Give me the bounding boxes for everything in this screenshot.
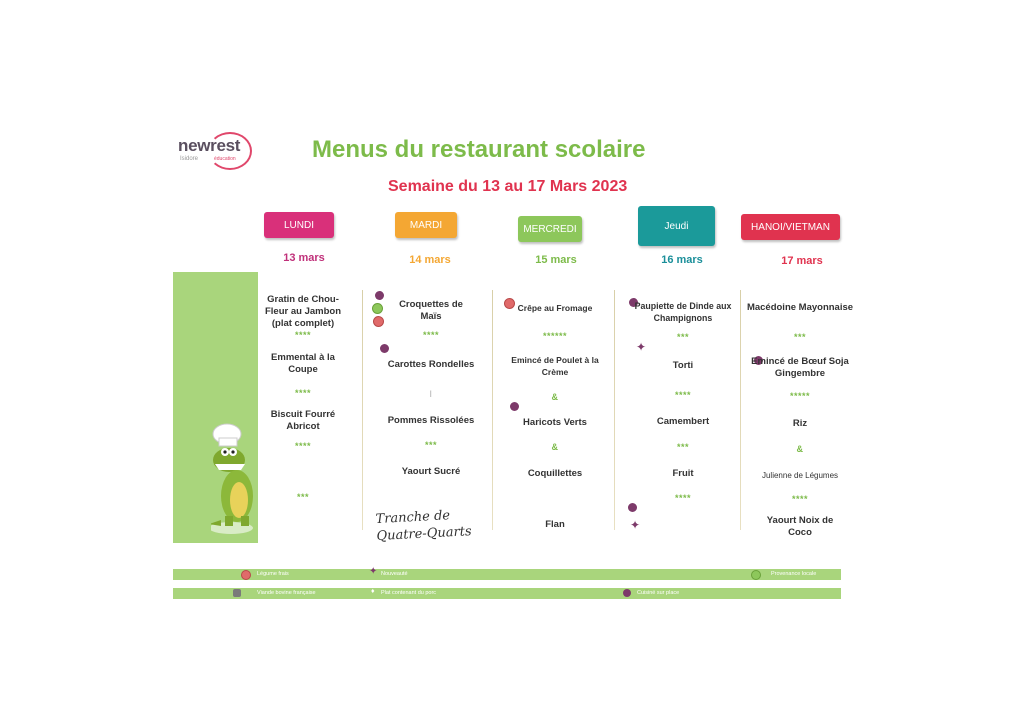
separator: *** (424, 440, 437, 450)
pork-icon: ♦ (371, 588, 375, 595)
separator: & (796, 444, 804, 454)
new-dish-icon: ✦ (369, 566, 378, 577)
logo-sub-left: Isidore (180, 156, 199, 162)
separator: **** (294, 388, 311, 398)
week-subtitle: Semaine du 13 au 17 Mars 2023 (388, 178, 628, 195)
date-mercredi: 15 mars (535, 254, 577, 266)
separator: **** (294, 330, 311, 340)
logo-ring (208, 132, 252, 170)
column-divider (614, 290, 615, 530)
new-dish-icon: ✦ (636, 340, 647, 354)
cooked-on-site-icon (623, 589, 631, 597)
menu-item: Pommes Rissolées (387, 415, 475, 426)
cooked-on-site-icon (628, 503, 637, 512)
newrest-logo (178, 132, 252, 172)
separator: l (429, 389, 433, 399)
day-header-mercredi: MERCREDI (518, 216, 582, 242)
date-lundi: 13 mars (283, 252, 325, 264)
separator: *** (793, 332, 806, 342)
menu-item: Flan (545, 519, 565, 530)
menu-item: Gratin de Chou-Fleur au Jambon (plat complet) (264, 294, 341, 329)
legend-label: Viande bovine française (257, 590, 316, 596)
menu-item: Yaourt Sucré (401, 466, 461, 477)
column-divider (362, 290, 363, 530)
column-divider (492, 290, 493, 530)
legend-row-1 (173, 566, 841, 580)
legend-label: Légume frais (257, 571, 289, 577)
legend-label: Provenance locale (771, 571, 817, 577)
separator: ****** (542, 331, 567, 341)
menu-item: Biscuit Fourré Abricot (270, 409, 336, 432)
local-origin-icon (751, 570, 761, 580)
date-mardi: 14 mars (409, 254, 451, 266)
menu-item: Camembert (656, 416, 710, 427)
day-header-jeudi: Jeudi (638, 206, 715, 246)
day-header-hanoi: HANOI/VIETMAN (741, 214, 840, 240)
menu-item: Fruit (672, 468, 694, 479)
handwritten-note: Tranche de Quatre-Quarts (375, 508, 472, 545)
menu-item: Yaourt Noix de Coco (766, 515, 834, 538)
cooked-on-site-icon (380, 344, 389, 353)
page-title: Menus du restaurant scolaire (312, 136, 646, 163)
new-dish-icon: ✦ (630, 518, 641, 532)
date-jeudi: 16 mars (661, 254, 703, 266)
logo-name: newrest (178, 136, 241, 155)
menu-item: Emincé de Poulet à la Crème (511, 355, 599, 377)
menu-item: Crêpe au Fromage (517, 303, 593, 313)
day-header-lundi: LUNDI (264, 212, 334, 238)
crocodile-chef-icon (211, 420, 261, 536)
menu-item: Julienne de Légumes (761, 471, 839, 480)
menu-item: Riz (792, 418, 808, 429)
menu-item: Torti (672, 360, 694, 371)
legend-label: Cuisiné sur place (637, 590, 680, 596)
menu-item: Haricots Verts (523, 417, 587, 428)
separator: **** (294, 441, 311, 451)
fresh-vegetable-icon (241, 570, 251, 580)
column-divider (740, 290, 741, 530)
separator: **** (674, 390, 691, 400)
separator: ***** (789, 391, 810, 401)
menu-item: Carottes Rondelles (387, 359, 475, 370)
menu-item: Emincé de Bœuf Soja Gingembre (751, 356, 849, 379)
logo-sub-right: éducation (214, 156, 236, 162)
separator: *** (676, 442, 689, 452)
menu-item: Coquillettes (527, 468, 583, 479)
legend-label: Nouveauté (381, 571, 408, 577)
separator: *** (676, 332, 689, 342)
menu-item: Paupiette de Dinde aux Champignons (634, 301, 732, 323)
legend-row-2 (173, 588, 841, 599)
beef-icon (233, 589, 241, 597)
cooked-on-site-icon (510, 402, 519, 411)
date-hanoi: 17 mars (781, 255, 823, 267)
menu-item: Croquettes de Maïs (399, 299, 463, 322)
separator: *** (296, 492, 309, 502)
separator: **** (422, 330, 439, 340)
separator: & (551, 392, 559, 402)
legend-label: Plat contenant du porc (381, 590, 437, 596)
separator: **** (791, 494, 808, 504)
menu-item: Emmental à la Coupe (271, 352, 335, 375)
separator: **** (674, 493, 691, 503)
day-header-mardi: MARDI (395, 212, 457, 238)
separator: & (551, 442, 559, 452)
menu-item: Macédoine Mayonnaise (746, 302, 854, 313)
